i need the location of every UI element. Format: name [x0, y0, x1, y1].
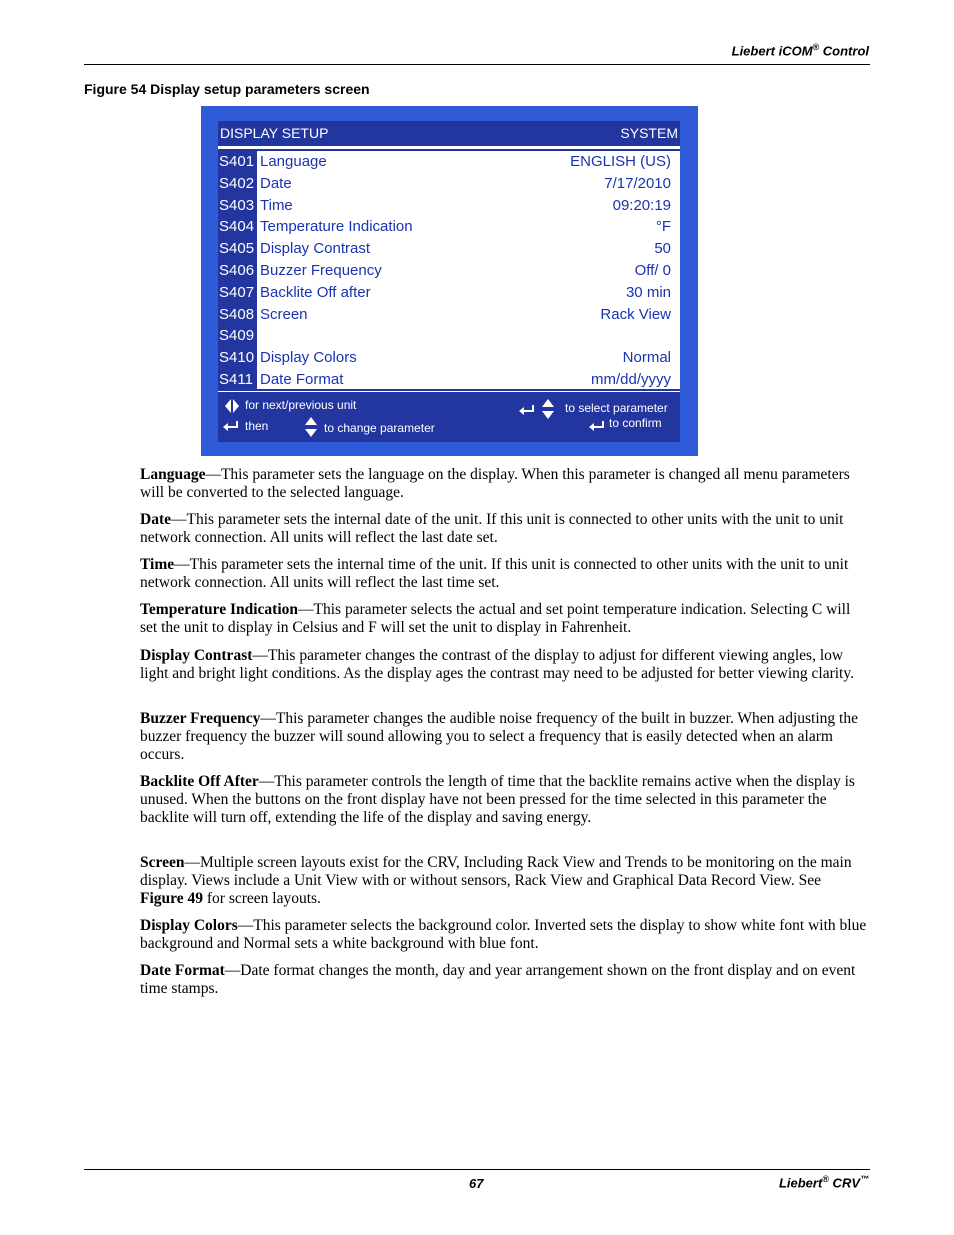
- description-term: Temperature Indication: [140, 601, 299, 618]
- screen-title: DISPLAY SETUP: [220, 125, 329, 141]
- parameter-value: Normal: [622, 349, 671, 367]
- description-language: Language—This parameter sets the language on the display. When this parameter is changed all menu parameters will be converted to the selected language.: [140, 466, 850, 501]
- change-parameter-hint: to change parameter: [324, 421, 435, 435]
- description-term: Date Format: [140, 962, 225, 979]
- description-temperature-indication: Temperature Indication—This parameter selects the actual and set point temperature indication. Selecting C will set the unit to display in Celsius and F will set the unit to display in Fahrenheit.: [140, 601, 851, 636]
- parameter-label: Temperature Indication: [260, 218, 413, 236]
- then-hint: then: [245, 419, 269, 433]
- parameter-code: S402: [218, 173, 257, 195]
- parameter-code: S406: [218, 260, 257, 282]
- parameter-row-s406[interactable]: [218, 260, 680, 282]
- parameter-value: 30 min: [625, 283, 671, 301]
- description-display-colors: Display Colors—This parameter selects the background color. Inverted sets the display to show white font with blue background and Normal sets a white background with blue font.: [140, 917, 867, 952]
- description-display-contrast: Display Contrast—This parameter changes the contrast of the display to adjust for different viewing angles, low light and bright light conditions. As the display ages the contrast may need to be adjusted for better viewing clarity.: [140, 647, 854, 682]
- screen-divider-bottom: [218, 389, 680, 391]
- parameter-code: S409: [218, 325, 257, 347]
- parameter-label: Display Colors: [260, 349, 357, 367]
- parameter-label: Language: [260, 153, 327, 170]
- parameter-row-s405[interactable]: [218, 238, 680, 260]
- parameter-label: Display Contrast: [260, 240, 371, 258]
- screen-header: [218, 121, 680, 146]
- description-term: Screen: [140, 854, 185, 871]
- parameter-value: mm/dd/yyyy: [590, 370, 671, 388]
- parameter-code: S401: [218, 151, 257, 173]
- figure-caption: Figure 54 Display setup parameters screen: [84, 81, 370, 97]
- parameter-row-s403[interactable]: [218, 195, 680, 217]
- description-buzzer-frequency: Buzzer Frequency—This parameter changes the audible noise frequency of the built in buzzer. When adjusting the buzzer frequency the buzzer will sound allowing you to select a frequency that is easily detected when an alarm occurs.: [140, 710, 858, 763]
- parameter-code: S408: [218, 304, 257, 326]
- parameter-code: S407: [218, 282, 257, 304]
- select-parameter-hint: to select parameter: [565, 401, 668, 415]
- parameter-code: S410: [218, 347, 257, 369]
- next-previous-hint: for next/previous unit: [245, 398, 357, 412]
- enter-icon: [222, 419, 240, 433]
- parameter-value: 50: [654, 240, 671, 258]
- enter-icon: [518, 403, 536, 417]
- description-term: Language: [140, 466, 206, 483]
- parameter-value: ENGLISH (US): [570, 153, 671, 170]
- footer-product: Liebert® CRV™: [778, 1174, 869, 1191]
- confirm-hint: to confirm: [609, 416, 662, 430]
- footer-rule: [84, 1169, 870, 1170]
- description-term: Display Contrast: [140, 647, 253, 664]
- parameter-code: S403: [218, 195, 257, 217]
- parameter-row-s410[interactable]: [218, 347, 680, 369]
- parameter-value: Rack View: [600, 305, 671, 323]
- parameter-label: Time: [260, 196, 293, 214]
- parameter-row-s402[interactable]: [218, 173, 680, 195]
- description-term: Buzzer Frequency: [140, 710, 261, 727]
- parameter-value: 09:20:19: [612, 196, 671, 214]
- up-down-arrows-icon: [304, 416, 318, 438]
- figure-reference-link[interactable]: Figure 49: [140, 890, 203, 907]
- description-term: Backlite Off After: [140, 773, 259, 790]
- screen-system-label: SYSTEM: [620, 125, 678, 141]
- enter-icon: [588, 419, 606, 433]
- parameter-row-s401[interactable]: [218, 151, 680, 173]
- page-number: 67: [469, 1176, 484, 1191]
- description-term: Date: [140, 511, 171, 528]
- description-term: Time: [140, 556, 175, 573]
- description-time: Time—This parameter sets the internal time of the unit. If this unit is connected to other units with the unit to unit network connection. All units will reflect the last time set.: [140, 556, 849, 591]
- parameter-row-s404[interactable]: [218, 216, 680, 238]
- parameter-value: Off/ 0: [634, 261, 671, 279]
- parameter-label: Backlite Off after: [260, 283, 371, 301]
- parameter-code: S404: [218, 216, 257, 238]
- running-header: Liebert iCOM® Control: [731, 42, 869, 59]
- parameter-row-s407[interactable]: [218, 282, 680, 304]
- header-rule: [84, 64, 870, 65]
- parameter-label: Screen: [260, 305, 308, 323]
- parameter-value: 7/17/2010: [604, 174, 671, 192]
- description-date: Date—This parameter sets the internal date of the unit. If this unit is connected to other units with the unit to unit network connection. All units will reflect the last date set.: [140, 511, 844, 546]
- parameter-code: S411: [218, 369, 257, 391]
- parameter-row-s409[interactable]: [218, 325, 680, 347]
- description-date-format: Date Format—Date format changes the month, day and year arrangement shown on the front display and on event time stamps.: [140, 962, 856, 997]
- parameter-row-s408[interactable]: [218, 304, 680, 326]
- description-backlite-off-after: Backlite Off After—This parameter controls the length of time that the backlite remains active when the display is unused. When the buttons on the front display have not been pressed for the time selected in this parameter the backlite will turn off, extending the life of the display and saving energy.: [140, 773, 855, 826]
- left-right-arrows-icon: [224, 398, 240, 414]
- parameter-label: Buzzer Frequency: [260, 261, 382, 279]
- description-term: Display Colors: [140, 917, 238, 934]
- key-help-bar: [218, 392, 680, 442]
- parameter-code: S405: [218, 238, 257, 260]
- description-screen: Screen—Multiple screen layouts exist for the CRV, Including Rack View and Trends to be monitoring on the main display. Views include a Unit View with or without sensors, Rack View and Graphical Data Record View. See Figure 49 for screen layouts.: [140, 854, 852, 907]
- parameter-list: [218, 151, 680, 391]
- parameter-value: °F: [655, 218, 671, 236]
- display-screen: [218, 121, 680, 435]
- display-panel: [201, 106, 698, 456]
- up-down-arrows-icon: [541, 398, 555, 420]
- parameter-row-s411[interactable]: [218, 369, 680, 391]
- parameter-label: Date: [260, 174, 292, 192]
- parameter-label: Date Format: [260, 370, 344, 388]
